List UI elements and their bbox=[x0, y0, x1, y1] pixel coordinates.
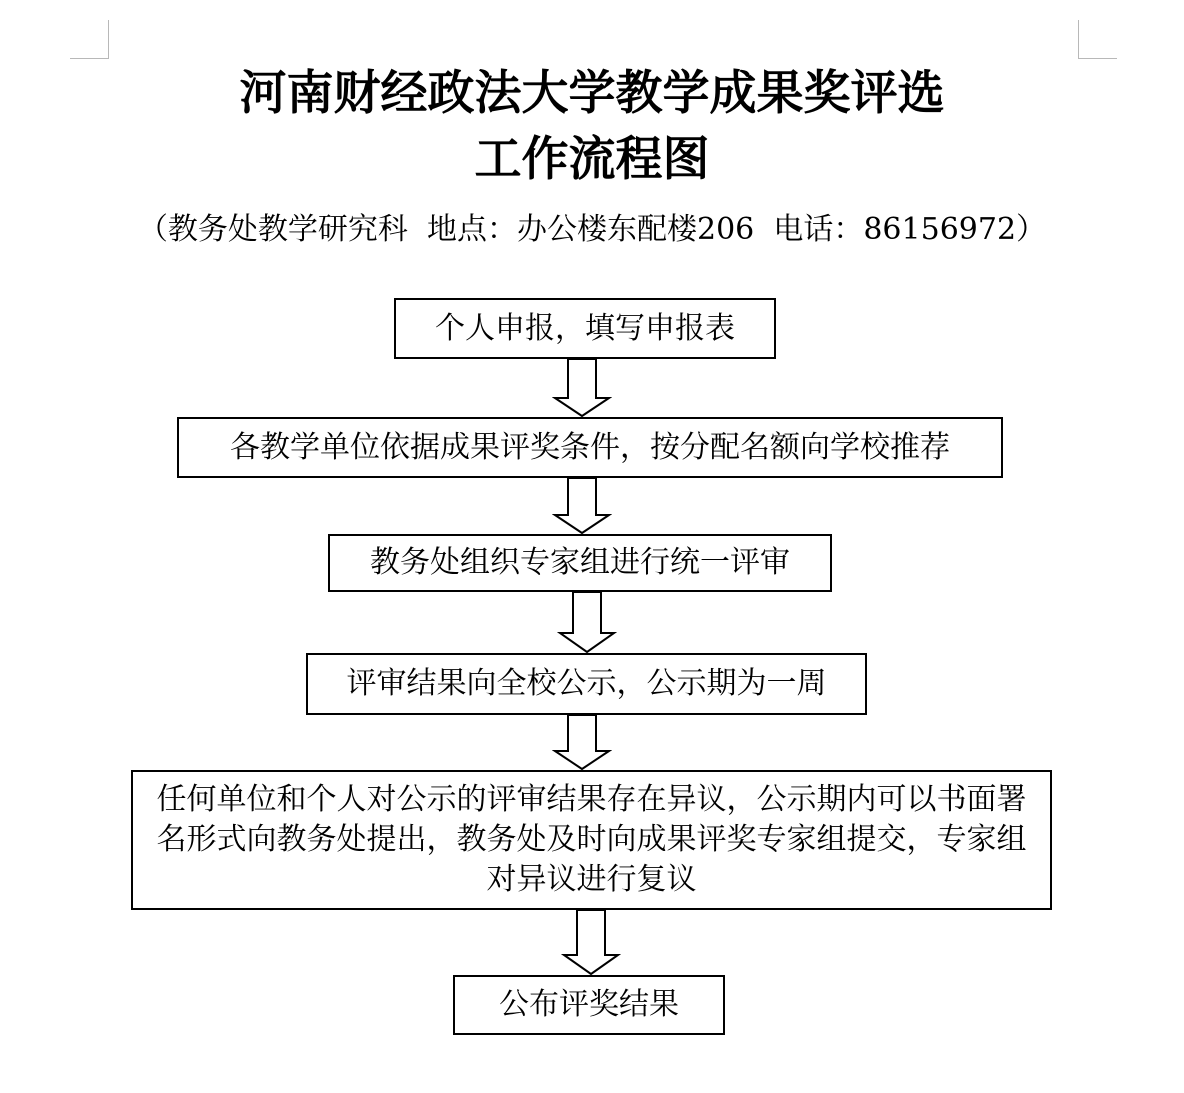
page-corner-mark-top-right bbox=[1078, 20, 1117, 59]
step-6-text: 公布评奖结果 bbox=[499, 987, 679, 1022]
step-2-box bbox=[177, 417, 1003, 478]
arrow-down-icon bbox=[552, 714, 612, 771]
page-corner-mark-top-left bbox=[70, 20, 109, 59]
step-3-box bbox=[328, 534, 832, 592]
page-title-line-1: 河南财经政法大学教学成果奖评选 bbox=[239, 66, 945, 121]
arrow-down-icon bbox=[552, 358, 612, 418]
step-2-text: 各教学单位依据成果评奖条件，按分配名额向学校推荐 bbox=[230, 429, 950, 465]
step-5-text: 任何单位和个人对公示的评审结果存在异议，公示期内可以书面署名形式向教务处提出，教务处及时向成果评奖专家组提交，专家组对异议进行复议 bbox=[156, 782, 1027, 897]
step-6-box bbox=[453, 975, 725, 1035]
arrow-down-icon bbox=[561, 909, 621, 976]
arrow-down-icon bbox=[557, 591, 617, 654]
contact-info: （教务处教学研究科 地点：办公楼东配楼206 电话：86156972） bbox=[137, 212, 1047, 247]
page-title-line-2: 工作流程图 bbox=[474, 132, 710, 187]
step-1-box bbox=[394, 298, 776, 359]
step-4-text: 评审结果向全校公示，公示期为一周 bbox=[346, 666, 827, 701]
step-3-text: 教务处组织专家组进行统一评审 bbox=[370, 545, 790, 580]
step-5-box bbox=[131, 770, 1052, 910]
step-1-text: 个人申报，填写申报表 bbox=[435, 310, 735, 346]
arrow-down-icon bbox=[552, 477, 612, 535]
step-4-box bbox=[306, 653, 867, 715]
